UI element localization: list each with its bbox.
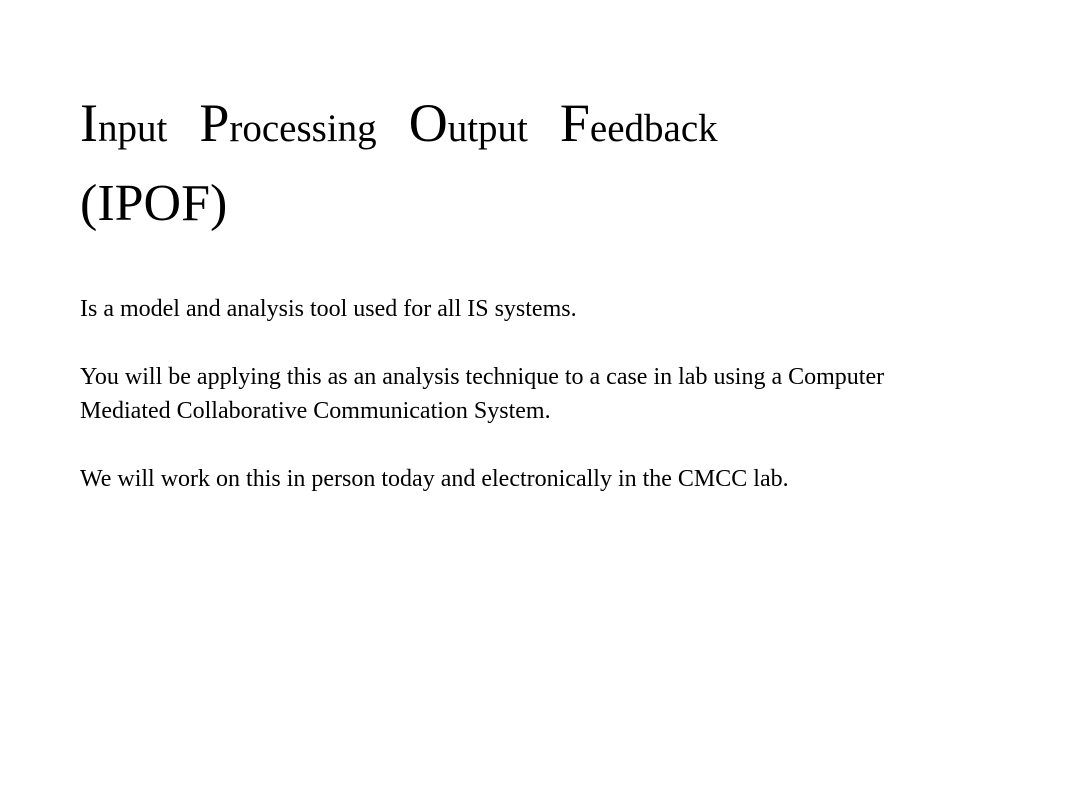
title-word-3-rest: utput bbox=[447, 107, 528, 150]
slide-body bbox=[80, 292, 900, 530]
title-words bbox=[80, 93, 1000, 166]
title-acronym: (IPOF) bbox=[80, 175, 228, 232]
slide-title bbox=[80, 93, 1000, 232]
title-word-1-initial: I bbox=[80, 93, 98, 153]
title-word-4-initial: F bbox=[559, 93, 590, 153]
body-paragraph-3: We will work on this in person today and electronically in the CMCC lab. bbox=[80, 466, 789, 492]
title-word-2-initial: P bbox=[199, 93, 230, 153]
title-word-3-initial: O bbox=[408, 93, 448, 153]
body-paragraph-1: Is a model and analysis tool used for all IS systems. bbox=[80, 296, 577, 322]
title-word-2-rest: rocessing bbox=[229, 107, 377, 150]
title-word-1-rest: nput bbox=[97, 107, 168, 150]
body-paragraph-2: You will be applying this as an analysis technique to a case in lab using a Computer Mediated Collaborative Communication System. bbox=[80, 364, 885, 424]
title-word-4-rest: eedback bbox=[589, 107, 718, 150]
